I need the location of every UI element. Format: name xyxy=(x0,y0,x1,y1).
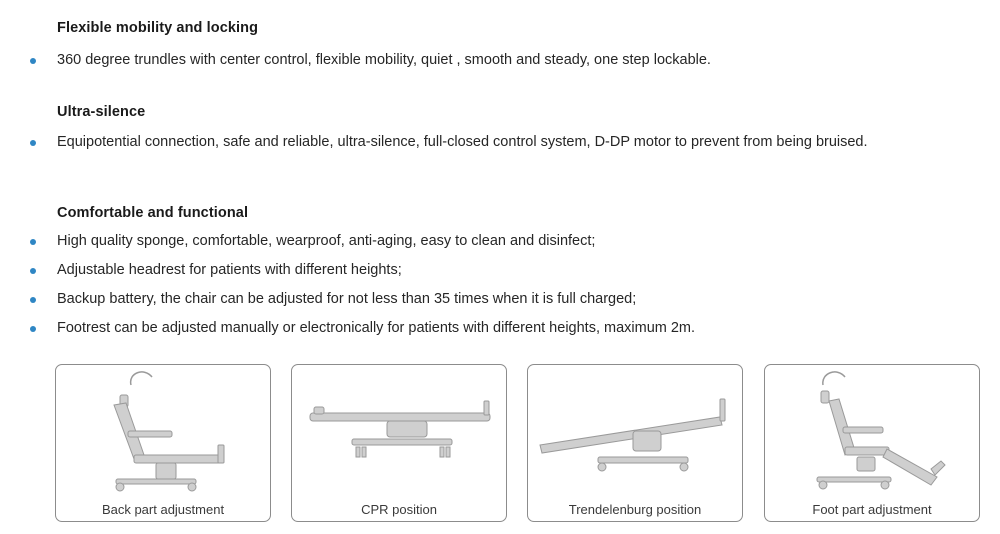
bullet-icon xyxy=(30,268,36,274)
card-foot-adjustment xyxy=(764,364,980,522)
list-item-text: Equipotential connection, safe and reliable, ultra-silence, full-closed control system, D-DP motor to prevent from being bruised. xyxy=(57,134,868,150)
list-item-text: Backup battery, the chair can be adjusted for not less than 35 times when it is full charged; xyxy=(57,291,637,307)
card-caption: Trendelenburg position xyxy=(568,502,702,517)
bullet-icon xyxy=(30,297,36,303)
bullet-icon xyxy=(30,326,36,332)
list-item-text: High quality sponge, comfortable, wearproof, anti-aging, easy to clean and disinfect; xyxy=(57,233,596,249)
list-item-text: Adjustable headrest for patients with different heights; xyxy=(57,262,402,278)
chair-cpr-position-icon xyxy=(292,365,506,499)
chair-foot-adjustment-icon xyxy=(765,365,979,499)
card-cpr-position xyxy=(291,364,507,522)
bullet-icon xyxy=(30,140,36,146)
card-caption: Foot part adjustment xyxy=(812,502,932,517)
chair-trendelenburg-icon xyxy=(528,365,742,499)
bullet-icon xyxy=(30,239,36,245)
list-item-text: 360 degree trundles with center control, flexible mobility, quiet , smooth and steady, one step lockable. xyxy=(57,52,711,68)
card-caption: CPR position xyxy=(361,502,437,517)
section-heading: Comfortable and functional xyxy=(57,205,249,221)
card-trendelenburg xyxy=(527,364,743,522)
card-back-adjustment xyxy=(55,364,271,522)
list-item-text: Footrest can be adjusted manually or electronically for patients with different heights, maximum 2m. xyxy=(57,320,696,336)
card-caption: Back part adjustment xyxy=(101,502,225,517)
section-heading: Flexible mobility and locking xyxy=(57,20,259,36)
section-heading: Ultra-silence xyxy=(57,104,146,120)
chair-back-adjustment-icon xyxy=(56,365,270,499)
bullet-icon xyxy=(30,58,36,64)
